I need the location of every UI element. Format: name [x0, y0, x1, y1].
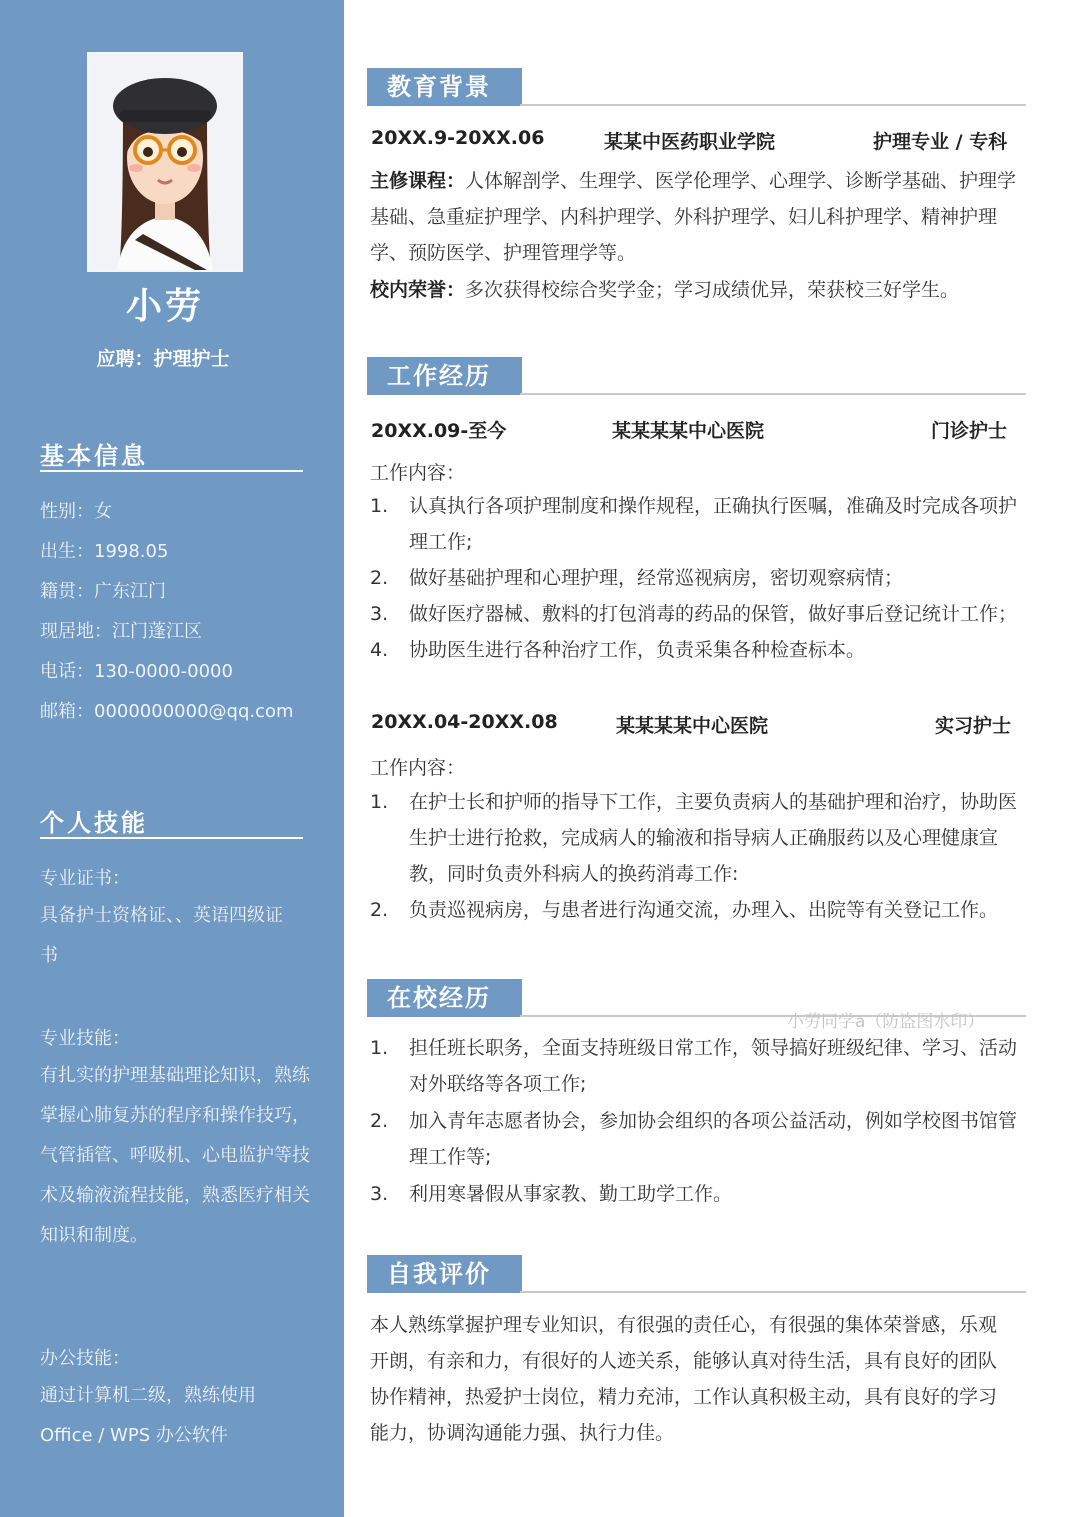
- job-1-item-3: 3. 做好医疗器械、敷料的打包消毒的药品的保管，做好事后登记统计工作；: [370, 603, 1018, 625]
- job-1-date: 20XX.09-至今: [371, 420, 507, 442]
- job-1-content-label: 工作内容：: [370, 462, 466, 484]
- self-eval-text: 本人熟练掌握护理专业知识，有很强的责任心，有很强的集体荣誉感，乐观开朗，有亲和力，有很好的人迹关系，能够认真对待生活，具有良好的团队协作精神，热爱护士岗位，精力充沛，工作认真积极主动，具有良好的学习能力，协调沟通能力强、执行力佳。: [370, 1314, 998, 1444]
- info-birth: 出生：1998.05: [40, 541, 169, 562]
- job-2-role: 实习护士: [935, 715, 1012, 737]
- basic-info-title: 基本信息: [40, 442, 148, 470]
- job-1-item-4: 4. 协助医生进行各种治疗工作，负责采集各种检查标本。: [370, 639, 866, 661]
- candidate-name: 小劳: [125, 286, 204, 327]
- courses-text: 人体解剖学、生理学、医学伦理学、心理学、诊断学基础、护理学基础、急重症护理学、内科护理学、外科护理学、妇儿科护理学、精神护理学、预防医学、护理管理学等。: [370, 170, 1017, 264]
- campus-item-2: 2. 加入青年志愿者协会，参加协会组织的各项公益活动，例如学校图书馆管理工作等;: [370, 1110, 1018, 1168]
- work-divider: [520, 393, 1026, 395]
- office-skill-text: 通过计算机二级，熟练使用 Office / WPS 办公软件: [40, 1385, 256, 1446]
- job-2-org: 某某某某中心医院: [616, 715, 769, 737]
- sidebar: [0, 0, 344, 1517]
- cert-text: 具备护士资格证、、英语四级证书: [40, 905, 283, 966]
- self-eval-divider: [520, 1291, 1026, 1293]
- work-title: 工作经历: [367, 357, 522, 395]
- education-divider: [520, 104, 1026, 106]
- info-email: 邮箱：0000000000@qq.com: [40, 701, 294, 722]
- job-2-item-1: 1. 在护士长和护师的指导下工作，主要负责病人的基础护理和治疗，协助医生护士进行抢救，完成病人的输液和指导病人正确服药以及心理健康宣教，同时负责外科病人的换药消毒工作:: [370, 791, 1018, 885]
- basic-info-divider: [40, 470, 303, 472]
- job-2-item-2: 2. 负责巡视病房，与患者进行沟通交流，办理入、出院等有关登记工作。: [370, 899, 999, 921]
- education-honors: [370, 272, 1028, 308]
- job-1-role: 门诊护士: [931, 420, 1008, 442]
- avatar: [89, 54, 241, 270]
- self-eval-title: 自我评价: [367, 1255, 522, 1293]
- campus-item-1: 1. 担任班长职务，全面支持班级日常工作，领导搞好班级纪律、学习、活动对外联络等各项工作;: [370, 1037, 1018, 1095]
- campus-title: 在校经历: [367, 979, 522, 1017]
- job-2-content-label: 工作内容：: [370, 757, 466, 779]
- education-date: 20XX.9-20XX.06: [371, 127, 545, 149]
- campus-item-3: 3. 利用寒暑假从事家教、勤工助学工作。: [370, 1183, 733, 1205]
- education-courses: [370, 163, 1028, 271]
- education-school: 某某中医药职业学院: [604, 131, 776, 153]
- education-title: 教育背景: [367, 68, 522, 106]
- job-1-item-1: 1. 认真执行各项护理制度和操作规程，正确执行医嘱，准确及时完成各项护理工作;: [370, 495, 1018, 553]
- info-gender: 性别：女: [40, 501, 112, 522]
- honors-label: 校内荣誉：: [370, 279, 466, 301]
- courses-label: 主修课程：: [370, 170, 466, 192]
- watermark: 小劳同学a（防盗图水印）: [787, 1012, 985, 1032]
- skills-title: 个人技能: [40, 809, 148, 837]
- skills-divider: [40, 837, 303, 839]
- info-origin: 籍贯：广东江门: [40, 581, 166, 602]
- apply-position: 应聘：护理护士: [96, 348, 230, 370]
- info-phone: 电话：130-0000-0000: [40, 661, 233, 682]
- job-1-item-2: 2. 做好基础护理和心理护理，经常巡视病房，密切观察病情；: [370, 567, 904, 589]
- pro-skill-text: 有扎实的护理基础理论知识，熟练掌握心肺复苏的程序和操作技巧，气管插管、呼吸机、心电监护等技术及输液流程技能，熟悉医疗相关知识和制度。: [40, 1065, 310, 1246]
- office-skill-label: 办公技能：: [40, 1348, 130, 1369]
- education-major: 护理专业 / 专科: [873, 131, 1008, 153]
- info-residence: 现居地：江门蓬江区: [40, 621, 202, 642]
- job-2-date: 20XX.04-20XX.08: [371, 711, 558, 733]
- honors-text: 多次获得校综合奖学金；学习成绩优异，荣获校三好学生。: [465, 279, 960, 301]
- cert-label: 专业证书：: [40, 868, 130, 889]
- pro-skill-label: 专业技能：: [40, 1028, 130, 1049]
- job-1-org: 某某某某中心医院: [612, 420, 765, 442]
